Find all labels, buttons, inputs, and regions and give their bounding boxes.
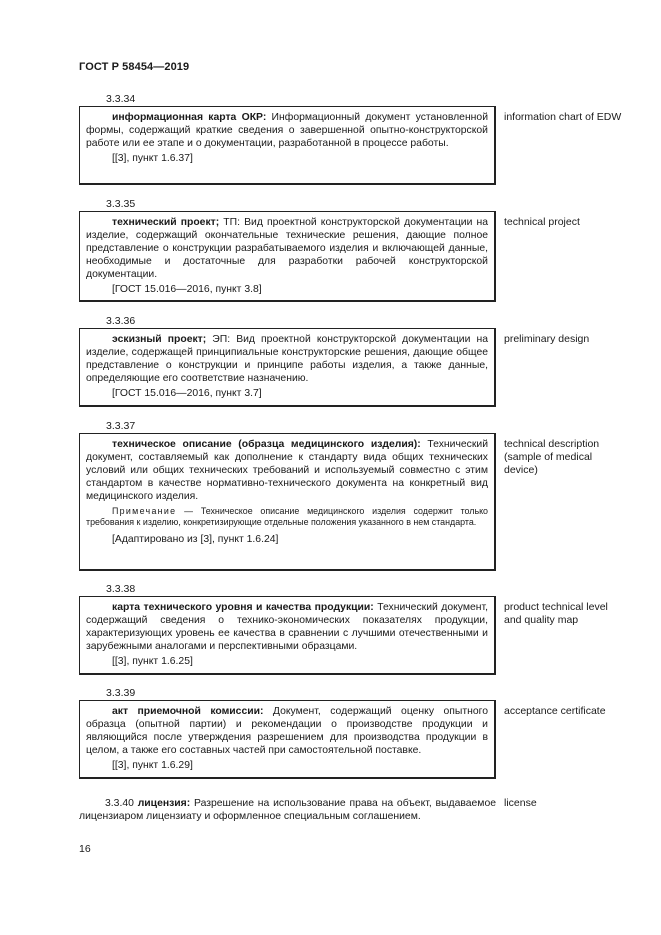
entry-number: 3.3.38 <box>106 583 136 595</box>
definition-body: Технический документ, содержащий сведения о технико-экономических показателях продукции, характеризующих уровень ее качества в сравнении с лучшими отечественными и зарубежными аналогами и перспективными образцами. <box>86 602 488 652</box>
definition-body: ЭП: Вид проектной конструкторской документации на изделие, содержащей принципиальные конструкторские решения, дающие общее представление о конструкции и принципе работы изделия, а также данные, определяющие его соответствие назначению. <box>86 334 488 384</box>
definition-body: Документ, содержащий оценку опытного образца (опытной партии) и рекомендации о производстве продукции и являющийся после утверждения разрешением для производства продукции в целом, а также его составных частей при самостоятельной поставке. <box>86 706 488 756</box>
definition-text <box>86 705 488 757</box>
definition-box <box>79 700 496 779</box>
source-reference: [[3], пункт 1.6.37] <box>112 153 193 164</box>
source-reference: [Адаптировано из [3], пункт 1.6.24] <box>112 534 279 545</box>
entry-number: 3.3.36 <box>106 315 136 327</box>
definition-text <box>86 111 488 150</box>
english-equivalent: acceptance certificate <box>504 705 606 717</box>
note <box>86 506 488 528</box>
english-equivalent: product technical level and quality map <box>504 601 608 626</box>
definition-body: ТП: Вид проектной конструкторской документации на изделие, содержащий окончательные технические решения, дающие полное представление о конструкции разрабатываемого изделия и включающей данные, необходимые и достаточные для разработки рабочей конструкторской документации. <box>86 217 488 280</box>
entry-number: 3.3.40 <box>105 798 134 809</box>
definition-box <box>79 106 496 185</box>
source-reference: [ГОСТ 15.016—2016, пункт 3.8] <box>112 284 262 295</box>
definition-text <box>86 601 488 653</box>
definition-box <box>79 211 496 302</box>
term: технический проект; <box>112 217 220 228</box>
note-label: Примечание <box>112 506 177 516</box>
english-equivalent: technical description (sample of medical device) <box>504 438 600 476</box>
term: карта технического уровня и качества продукции: <box>112 602 374 613</box>
definition-body: Разрешение на использование права на объект, выдаваемое лицензиаром лицензиату и оформленное специальным соглашением. <box>79 798 497 822</box>
entry-number: 3.3.35 <box>106 198 136 210</box>
term: акт приемочной комиссии: <box>112 706 264 717</box>
definition-body: Технический документ, составляемый как дополнение к стандарту вида общих технических условий или общих технических требований и используемый совместно с этим стандартом в качестве нормативно-технического документа на конкретный вид медицинского изделия. <box>86 439 489 502</box>
definition-text <box>86 438 488 503</box>
entry-number: 3.3.39 <box>106 687 136 699</box>
english-equivalent: preliminary design <box>504 333 590 345</box>
entry-number: 3.3.37 <box>106 420 136 432</box>
note-text: — Техническое описание медицинского изделия содержит только требования к изделию, конкретизирующие отдельные положения указанного в нем стандарта. <box>86 506 488 527</box>
english-equivalent: license <box>504 797 537 809</box>
term: информационная карта ОКР: <box>112 112 267 123</box>
definition-text <box>86 333 488 385</box>
entry-number: 3.3.34 <box>106 93 136 105</box>
term: эскизный проект; <box>112 334 207 345</box>
source-reference: [[3], пункт 1.6.29] <box>112 760 193 771</box>
term: лицензия: <box>137 798 191 809</box>
page-number: 16 <box>79 843 91 855</box>
term: техническое описание (образца медицинского изделия): <box>112 439 421 450</box>
definition-body: Информационный документ установленной формы, содержащий краткие сведения о завершенной опытно-конструкторской работе или ее этапе и о документации, разработанной в процессе работы. <box>86 112 489 149</box>
definition-box <box>79 328 496 407</box>
definition-box <box>79 596 496 675</box>
english-equivalent: technical project <box>504 216 580 228</box>
source-reference: [[3], пункт 1.6.25] <box>112 656 193 667</box>
source-reference: [ГОСТ 15.016—2016, пункт 3.7] <box>112 388 262 399</box>
definition-box <box>79 433 496 571</box>
definition-text <box>79 797 496 823</box>
english-equivalent: information chart of EDW <box>504 111 622 123</box>
definition-text <box>86 216 488 281</box>
document-header: ГОСТ Р 58454—2019 <box>79 61 190 73</box>
